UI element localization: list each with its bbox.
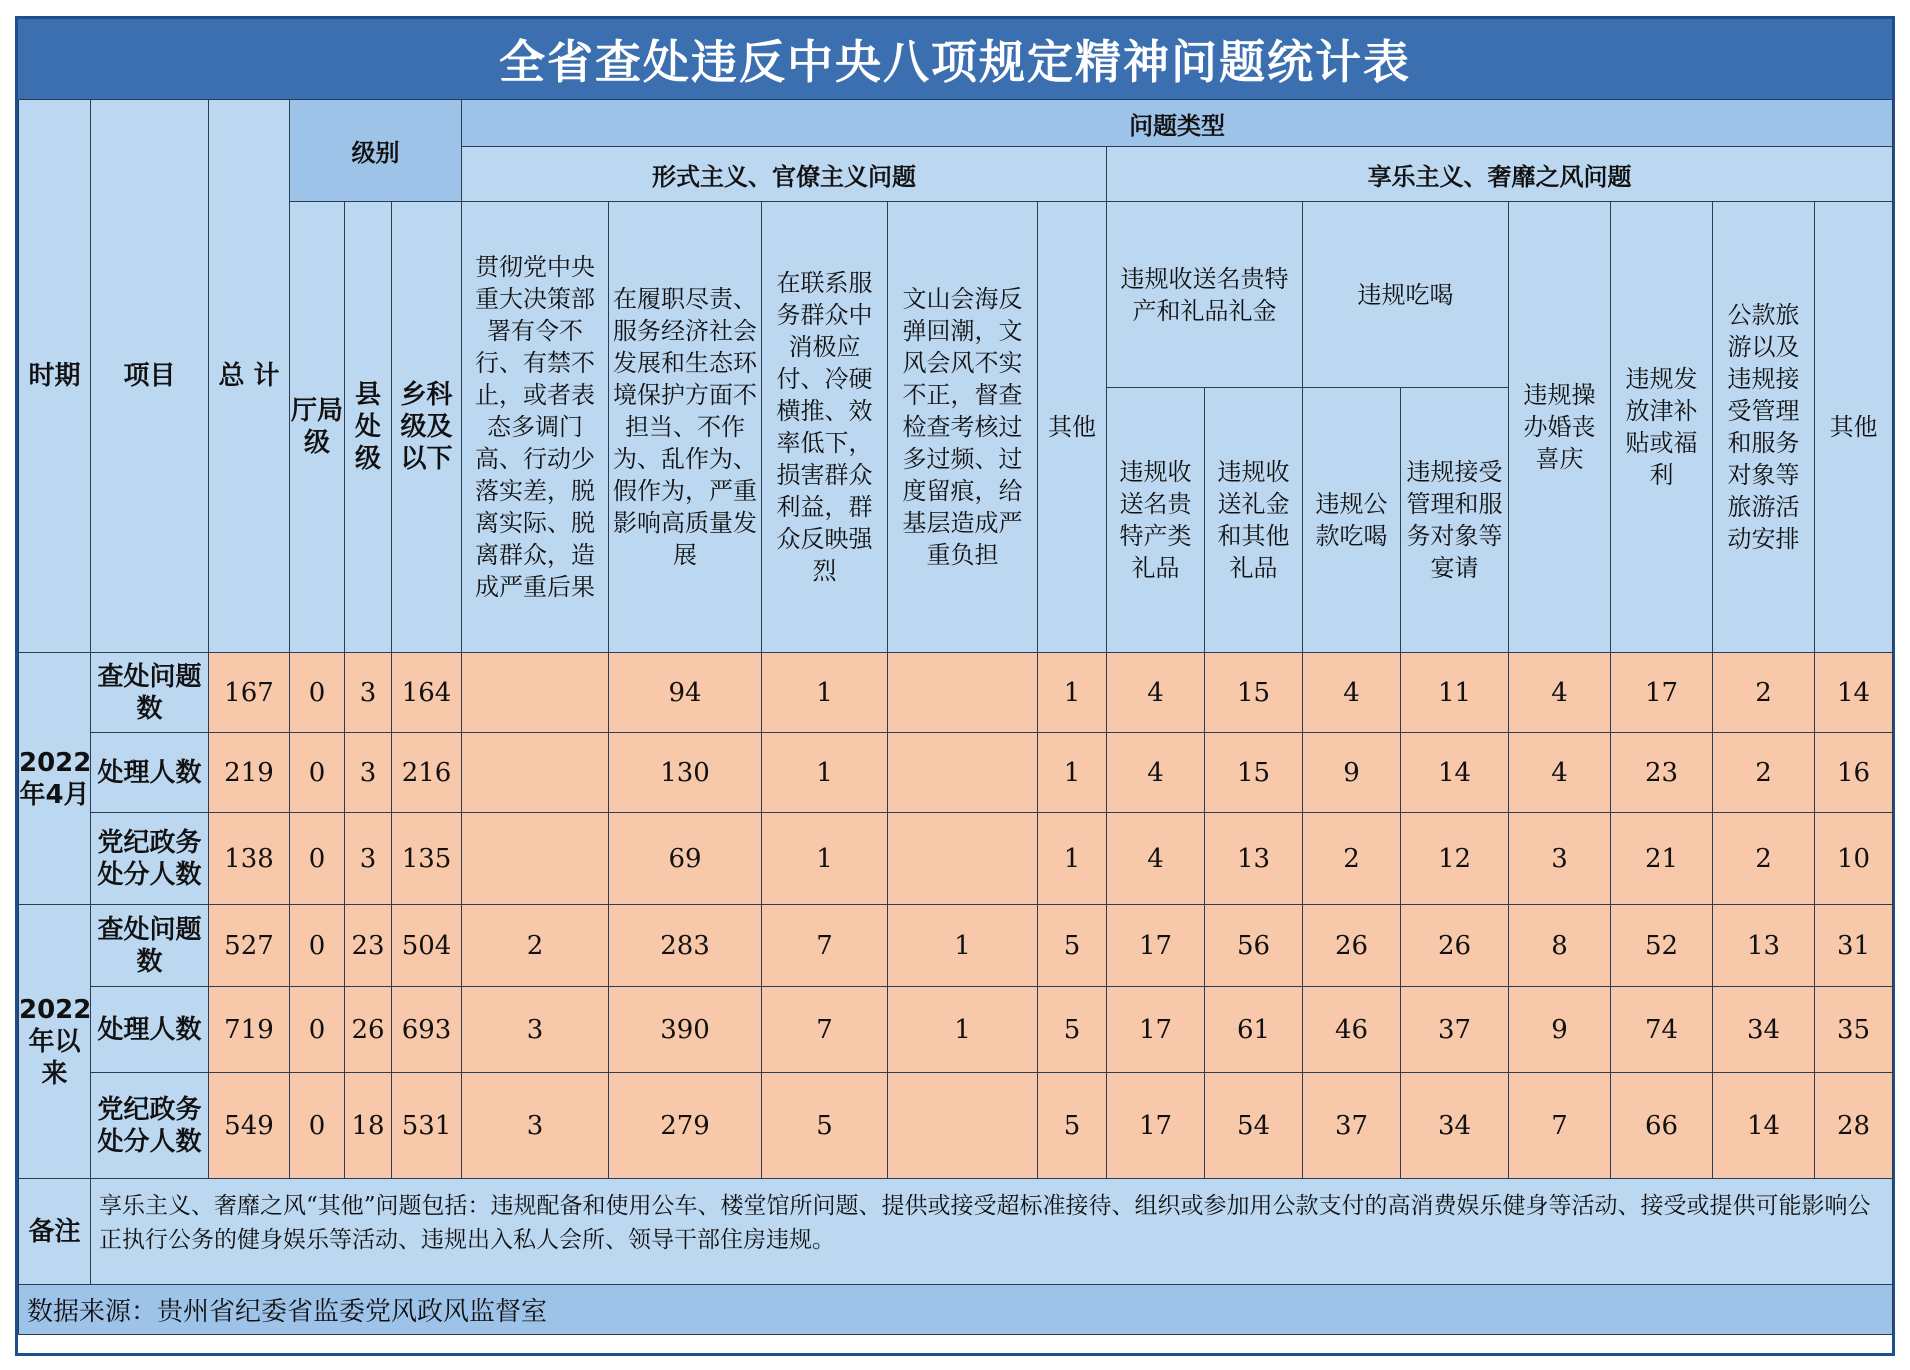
cell-ting: 0 [290,653,345,733]
cell-f2: 130 [609,733,762,813]
cell-xiang: 531 [392,1073,462,1179]
note-text: 享乐主义、奢靡之风“其他”问题包括：违规配备和使用公车、楼堂馆所问题、提供或接受超标准接待、组织或参加用公款支付的高消费娱乐健身等活动、接受或提供可能影响公正执行公务的健身娱乐等活动、违规出入私人会所、领导干部住房违规。 [91,1179,1893,1285]
cell-total: 719 [209,987,290,1073]
cell-f4 [888,653,1038,733]
cell-h3: 26 [1303,905,1401,987]
table-row [19,653,1893,733]
cell-xian: 23 [345,905,392,987]
cell-h7: 34 [1713,987,1815,1073]
header-eat-1: 违规公款吃喝 [1303,388,1401,653]
cell-f2: 69 [609,813,762,905]
header-level-ting: 厅局级 [290,202,345,653]
cell-f5: 1 [1038,653,1107,733]
cell-h7: 2 [1713,813,1815,905]
cell-xian: 3 [345,813,392,905]
header-level: 级别 [290,100,462,202]
cell-f2: 279 [609,1073,762,1179]
cell-xian: 3 [345,653,392,733]
table-row [19,1073,1893,1179]
cell-h5: 4 [1509,653,1611,733]
cell-xian: 26 [345,987,392,1073]
cell-f3: 7 [762,905,888,987]
data-source: 数据来源：贵州省纪委省监委党风政风监督室 [19,1285,1893,1335]
cell-h3: 4 [1303,653,1401,733]
cell-h7: 13 [1713,905,1815,987]
cell-h6: 21 [1611,813,1713,905]
cell-f5: 1 [1038,733,1107,813]
cell-f5: 5 [1038,987,1107,1073]
cell-h5: 9 [1509,987,1611,1073]
header-formalism: 形式主义、官僚主义问题 [462,147,1107,202]
cell-f4 [888,813,1038,905]
cell-h3: 46 [1303,987,1401,1073]
cell-xian: 18 [345,1073,392,1179]
cell-h1: 4 [1107,813,1205,905]
cell-h6: 17 [1611,653,1713,733]
note-row [19,1179,1893,1285]
cell-h4: 12 [1401,813,1509,905]
cell-total: 549 [209,1073,290,1179]
cell-f3: 1 [762,653,888,733]
cell-h8: 14 [1815,653,1893,733]
header-formalism-3: 在联系服务群众中消极应付、冷硬横推、效率低下，损害群众利益，群众反映强烈 [762,202,888,653]
header-eat-group: 违规吃喝 [1303,202,1509,388]
period-label: 2022年以来 [19,905,91,1179]
cell-h7: 2 [1713,653,1815,733]
cell-f5: 5 [1038,1073,1107,1179]
header-formalism-other: 其他 [1038,202,1107,653]
header-hedonism: 享乐主义、奢靡之风问题 [1107,147,1893,202]
cell-f4 [888,733,1038,813]
cell-xiang: 135 [392,813,462,905]
note-label: 备注 [19,1179,91,1285]
cell-h2: 54 [1205,1073,1303,1179]
cell-h4: 26 [1401,905,1509,987]
cell-ting: 0 [290,1073,345,1179]
cell-h7: 2 [1713,733,1815,813]
cell-f1 [462,733,609,813]
header-gift-1: 违规收送名贵特产类礼品 [1107,388,1205,653]
header-allowance: 违规发放津补贴或福利 [1611,202,1713,653]
cell-h1: 4 [1107,653,1205,733]
cell-f3: 5 [762,1073,888,1179]
cell-h2: 56 [1205,905,1303,987]
cell-f3: 7 [762,987,888,1073]
cell-f2: 94 [609,653,762,733]
cell-h5: 8 [1509,905,1611,987]
cell-xiang: 693 [392,987,462,1073]
source-row [19,1285,1893,1335]
cell-f2: 390 [609,987,762,1073]
cell-h4: 11 [1401,653,1509,733]
header-formalism-2: 在履职尽责、服务经济社会发展和生态环境保护方面不担当、不作为、乱作为、假作为，严重影响高质量发展 [609,202,762,653]
row-item-label: 查处问题数 [91,905,209,987]
cell-h5: 3 [1509,813,1611,905]
cell-h4: 37 [1401,987,1509,1073]
cell-h3: 2 [1303,813,1401,905]
cell-xian: 3 [345,733,392,813]
cell-xiang: 504 [392,905,462,987]
table-row [19,733,1893,813]
page-title: 全省查处违反中央八项规定精神问题统计表 [18,19,1892,99]
cell-f1: 3 [462,1073,609,1179]
cell-h2: 61 [1205,987,1303,1073]
cell-f3: 1 [762,733,888,813]
cell-f1 [462,813,609,905]
header-item: 项目 [91,100,209,653]
cell-h1: 17 [1107,905,1205,987]
cell-h1: 17 [1107,987,1205,1073]
cell-xiang: 164 [392,653,462,733]
row-item-label: 党纪政务处分人数 [91,813,209,905]
table-row [19,813,1893,905]
cell-h8: 28 [1815,1073,1893,1179]
header-gift-2: 违规收送礼金和其他礼品 [1205,388,1303,653]
cell-total: 527 [209,905,290,987]
header-wedding: 违规操办婚丧喜庆 [1509,202,1611,653]
cell-h7: 14 [1713,1073,1815,1179]
cell-f3: 1 [762,813,888,905]
cell-h8: 31 [1815,905,1893,987]
cell-h2: 13 [1205,813,1303,905]
cell-f5: 5 [1038,905,1107,987]
row-item-label: 党纪政务处分人数 [91,1073,209,1179]
cell-f5: 1 [1038,813,1107,905]
header-total: 总 计 [209,100,290,653]
cell-h8: 16 [1815,733,1893,813]
cell-f1: 2 [462,905,609,987]
cell-f4 [888,1073,1038,1179]
cell-h3: 37 [1303,1073,1401,1179]
cell-xiang: 216 [392,733,462,813]
cell-ting: 0 [290,987,345,1073]
cell-h8: 10 [1815,813,1893,905]
cell-h5: 7 [1509,1073,1611,1179]
cell-total: 167 [209,653,290,733]
statistics-table [18,99,1893,1335]
cell-f2: 283 [609,905,762,987]
cell-total: 138 [209,813,290,905]
cell-f4: 1 [888,987,1038,1073]
cell-f1 [462,653,609,733]
cell-h5: 4 [1509,733,1611,813]
cell-total: 219 [209,733,290,813]
header-level-xian: 县处级 [345,202,392,653]
header-formalism-4: 文山会海反弹回潮，文风会风不实不正，督查检查考核过多过频、过度留痕，给基层造成严重负担 [888,202,1038,653]
row-item-label: 处理人数 [91,987,209,1073]
period-label: 2022年4月 [19,653,91,905]
cell-h1: 4 [1107,733,1205,813]
cell-h6: 74 [1611,987,1713,1073]
cell-h2: 15 [1205,653,1303,733]
cell-h4: 34 [1401,1073,1509,1179]
table-row [19,905,1893,987]
header-level-xiang: 乡科级及以下 [392,202,462,653]
cell-f1: 3 [462,987,609,1073]
header-gift-group: 违规收送名贵特产和礼品礼金 [1107,202,1303,388]
table-frame [15,16,1895,1356]
cell-h6: 66 [1611,1073,1713,1179]
cell-h2: 15 [1205,733,1303,813]
cell-h3: 9 [1303,733,1401,813]
cell-h8: 35 [1815,987,1893,1073]
header-period: 时期 [19,100,91,653]
header-hedonism-other: 其他 [1815,202,1893,653]
cell-h4: 14 [1401,733,1509,813]
header-eat-2: 违规接受管理和服务对象等宴请 [1401,388,1509,653]
row-item-label: 查处问题数 [91,653,209,733]
cell-ting: 0 [290,813,345,905]
header-problem-type: 问题类型 [462,100,1893,147]
header-formalism-1: 贯彻党中央重大决策部署有令不行、有禁不止，或者表态多调门高、行动少落实差，脱离实际、脱离群众，造成严重后果 [462,202,609,653]
cell-ting: 0 [290,733,345,813]
cell-f4: 1 [888,905,1038,987]
header-travel: 公款旅游以及违规接受管理和服务对象等旅游活动安排 [1713,202,1815,653]
cell-ting: 0 [290,905,345,987]
cell-h6: 52 [1611,905,1713,987]
cell-h6: 23 [1611,733,1713,813]
cell-h1: 17 [1107,1073,1205,1179]
row-item-label: 处理人数 [91,733,209,813]
table-row [19,987,1893,1073]
